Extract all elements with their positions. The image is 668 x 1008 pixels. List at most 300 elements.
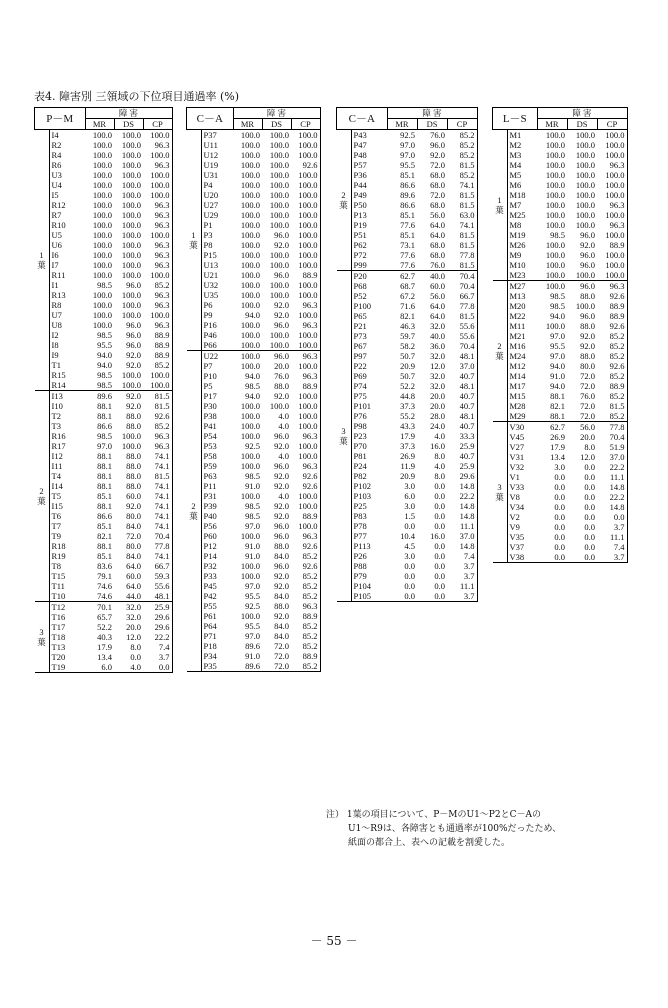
ds-value: 92.0 [580, 331, 595, 341]
table-row [493, 180, 628, 190]
ds-value: 4.0 [278, 411, 289, 421]
ds-value: 4.0 [434, 461, 445, 471]
item-code: T1 [49, 360, 85, 370]
table-row [493, 160, 628, 170]
item-code: P39 [201, 501, 233, 511]
item-code: M25 [507, 210, 537, 220]
cp-value: 14.8 [447, 511, 477, 521]
cp-value: 100.0 [291, 170, 320, 180]
mr-value: 97.0 [245, 631, 260, 641]
mr-value: 91.0 [245, 481, 260, 491]
mr-value: 3.0 [554, 462, 565, 472]
cp-value: 100.0 [143, 310, 172, 320]
table-row [337, 361, 478, 371]
item-code: P41 [201, 421, 233, 431]
cp-value: 3.7 [447, 591, 477, 602]
ds-value: 0.0 [434, 581, 445, 591]
ds-value: 100.0 [114, 380, 143, 391]
ds-value: 100.0 [567, 270, 597, 281]
mr-value: 100.0 [92, 200, 112, 210]
ds-value: 76.0 [580, 391, 595, 401]
item-code: T19 [49, 662, 85, 673]
ds-value: 100.0 [121, 260, 141, 270]
ds-value: 0.0 [434, 481, 445, 491]
mr-value: 85.1 [400, 210, 415, 220]
table-row [187, 641, 321, 651]
item-code: M8 [507, 220, 537, 230]
item-code: P17 [201, 391, 233, 401]
table-row [187, 511, 321, 521]
ds-value: 28.0 [430, 411, 445, 421]
cp-value: 96.3 [291, 531, 320, 541]
ds-value: 0.0 [584, 482, 595, 492]
mr-value: 62.7 [550, 422, 565, 432]
item-code: P74 [351, 381, 387, 391]
cp-value: 100.0 [291, 180, 320, 190]
mr-value: 100.0 [240, 250, 260, 260]
item-code: P15 [201, 250, 233, 260]
cp-value: 100.0 [597, 230, 627, 240]
cp-value: 100.0 [143, 270, 172, 280]
mr-value: 100.0 [545, 220, 565, 230]
ds-value: 96.0 [580, 250, 595, 260]
item-code: V30 [507, 422, 537, 433]
item-code: V9 [507, 522, 537, 532]
data-table [492, 107, 628, 563]
mr-value: 100.0 [545, 260, 565, 270]
ds-value: 8.0 [130, 642, 141, 652]
item-code: P54 [201, 431, 233, 441]
mr-value: 97.0 [550, 331, 565, 341]
item-code: P68 [351, 281, 387, 291]
item-code: U35 [201, 290, 233, 300]
ds-value: 16.0 [430, 531, 445, 541]
item-code: M6 [507, 180, 537, 190]
table-row [35, 632, 173, 642]
ds-value: 60.0 [430, 281, 445, 291]
ds-value: 20.0 [126, 622, 141, 632]
cp-header: CP [291, 119, 320, 130]
mr-value: 100.0 [545, 240, 565, 250]
cp-value: 100.0 [291, 391, 320, 401]
table-row [35, 652, 173, 662]
item-code: M4 [507, 160, 537, 170]
mr-value: 40.3 [97, 632, 112, 642]
ds-value: 100.0 [575, 140, 595, 150]
ds-value: 92.0 [274, 240, 289, 250]
table-row [337, 321, 478, 331]
item-code: T13 [49, 642, 85, 652]
cp-value: 96.3 [143, 140, 172, 150]
ds-value: 92.0 [274, 471, 289, 481]
mr-value: 77.6 [400, 220, 415, 230]
cp-value: 7.4 [143, 642, 172, 652]
mr-value: 100.0 [92, 300, 112, 310]
item-code: P58 [201, 451, 233, 461]
cp-value: 96.3 [143, 300, 172, 310]
table-row [337, 170, 478, 180]
ds-value: 0.0 [584, 462, 595, 472]
table-row [35, 130, 173, 141]
ds-value: 100.0 [121, 240, 141, 250]
ds-value: 88.0 [126, 421, 141, 431]
ds-value: 84.0 [126, 521, 141, 531]
mr-value: 88.1 [97, 541, 112, 551]
cp-value: 81.5 [143, 471, 172, 481]
ds-value: 92.0 [580, 240, 595, 250]
cp-value: 100.0 [597, 150, 627, 160]
cp-value: 100.0 [597, 180, 627, 190]
table-row [187, 371, 321, 381]
item-code: R15 [49, 370, 85, 380]
item-code: R18 [49, 541, 85, 551]
ds-value: 88.0 [274, 541, 289, 551]
table-row [187, 591, 321, 601]
mr-value: 26.9 [400, 451, 415, 461]
ds-value: 72.0 [430, 190, 445, 200]
footnote-line-3: 紙面の都合上、表への記載を割愛した。 [348, 838, 511, 848]
ds-value: 92.0 [274, 481, 289, 491]
mr-value: 100.0 [240, 180, 260, 190]
cp-value: 96.3 [143, 250, 172, 260]
table-row [187, 571, 321, 581]
cp-value: 25.9 [447, 461, 477, 471]
block-title: C－A [337, 108, 388, 130]
mr-value: 100.0 [240, 220, 260, 230]
disability-header: 障 害 [537, 108, 627, 119]
cp-value: 100.0 [291, 280, 320, 290]
mr-value: 100.0 [92, 190, 112, 200]
item-code: U19 [201, 160, 233, 170]
item-code: T8 [49, 561, 85, 571]
item-code: V34 [507, 502, 537, 512]
ds-header: DS [262, 119, 291, 130]
cp-value: 40.7 [447, 391, 477, 401]
mr-value: 88.1 [97, 461, 112, 471]
item-code: R12 [49, 200, 85, 210]
table-row [187, 491, 321, 501]
mr-value: 100.0 [240, 571, 260, 581]
ds-value: 92.0 [274, 300, 289, 310]
group-label: 2 葉 [35, 391, 50, 602]
table-row [35, 290, 173, 300]
item-code: M2 [507, 140, 537, 150]
item-code: U29 [201, 210, 233, 220]
ds-value: 0.0 [434, 501, 445, 511]
item-code: P31 [201, 491, 233, 501]
mr-value: 82.1 [97, 531, 112, 541]
mr-value: 100.0 [240, 300, 260, 310]
item-code: V31 [507, 452, 537, 462]
cp-value: 0.0 [597, 512, 627, 522]
cp-value: 100.0 [597, 190, 627, 200]
table-row [35, 571, 173, 581]
item-code: P45 [201, 581, 233, 591]
footnote-line-2: U1～R9は、各障害とも通過率が100%だったため、 [348, 824, 562, 834]
cp-value: 48.1 [143, 591, 172, 602]
cp-value: 29.6 [143, 612, 172, 622]
table-row [337, 531, 478, 541]
table-row [35, 170, 173, 180]
cp-value: 88.9 [291, 611, 320, 621]
table-row [337, 311, 478, 321]
item-code: P32 [201, 561, 233, 571]
mr-value: 3.0 [404, 501, 415, 511]
item-code: P51 [351, 230, 387, 240]
ds-value: 92.0 [126, 401, 141, 411]
ds-value: 100.0 [121, 190, 141, 200]
mr-value: 98.5 [550, 291, 565, 301]
table-row [337, 591, 478, 602]
mr-value: 100.0 [545, 281, 565, 291]
cp-value: 85.2 [597, 331, 627, 341]
item-code: U11 [201, 140, 233, 150]
mr-header: MR [85, 119, 114, 130]
table-row [187, 351, 321, 362]
item-code: P34 [201, 651, 233, 661]
cp-value: 85.2 [291, 591, 320, 601]
ds-value: 100.0 [269, 180, 289, 190]
item-code: P26 [351, 551, 387, 561]
ds-value: 100.0 [269, 280, 289, 290]
item-code: T7 [49, 521, 85, 531]
table-row [337, 271, 478, 282]
table-row [35, 581, 173, 591]
item-code: U22 [201, 351, 233, 362]
table-row [187, 481, 321, 491]
ds-value: 76.0 [430, 130, 445, 140]
item-code: U3 [49, 170, 85, 180]
table-row [35, 461, 173, 471]
cp-value: 81.5 [447, 240, 477, 250]
ds-value: 100.0 [121, 160, 141, 170]
mr-value: 100.0 [92, 250, 112, 260]
ds-value: 100.0 [575, 130, 595, 140]
cp-value: 14.8 [597, 502, 627, 512]
table-row [337, 511, 478, 521]
mr-value: 100.0 [92, 220, 112, 230]
cp-value: 96.3 [597, 160, 627, 170]
group-label: 3 葉 [493, 422, 508, 563]
table-row [337, 291, 478, 301]
ds-value: 96.0 [580, 281, 595, 291]
ds-value: 96.0 [274, 531, 289, 541]
item-code: P76 [351, 411, 387, 421]
item-code: P83 [351, 511, 387, 521]
table-row [187, 220, 321, 230]
ds-value: 32.0 [430, 371, 445, 381]
item-code: U32 [201, 280, 233, 290]
cp-value: 100.0 [291, 411, 320, 421]
cp-value: 22.2 [143, 632, 172, 642]
cp-value: 77.8 [447, 301, 477, 311]
item-code: U7 [49, 310, 85, 320]
table-row [493, 220, 628, 230]
item-code: P9 [201, 310, 233, 320]
cp-value: 11.1 [597, 532, 627, 542]
mr-value: 20.9 [400, 471, 415, 481]
mr-value: 88.1 [97, 501, 112, 511]
cp-value: 74.1 [447, 220, 477, 230]
item-code: I10 [49, 401, 85, 411]
item-code: P73 [351, 331, 387, 341]
ds-value: 8.0 [434, 471, 445, 481]
cp-value: 96.3 [597, 220, 627, 230]
item-code: P24 [351, 461, 387, 471]
item-code: R17 [49, 441, 85, 451]
mr-value: 55.2 [400, 411, 415, 421]
table-row [35, 210, 173, 220]
mr-value: 100.0 [240, 260, 260, 270]
item-code: V1 [507, 472, 537, 482]
mr-value: 77.6 [400, 250, 415, 260]
item-code: M20 [507, 301, 537, 311]
ds-value: 72.0 [430, 160, 445, 170]
table-row [35, 471, 173, 481]
ds-value: 100.0 [121, 170, 141, 180]
item-code: P50 [351, 200, 387, 210]
mr-value: 71.6 [400, 301, 415, 311]
item-code: P103 [351, 491, 387, 501]
cp-value: 96.3 [291, 300, 320, 310]
cp-value: 92.6 [143, 411, 172, 421]
mr-value: 100.0 [233, 340, 262, 351]
cp-value: 40.7 [447, 401, 477, 411]
table-row [187, 230, 321, 240]
cp-value: 92.6 [291, 541, 320, 551]
table-block-3 [336, 107, 478, 602]
item-code: T16 [49, 612, 85, 622]
item-code: P79 [351, 571, 387, 581]
cp-value: 70.4 [143, 531, 172, 541]
ds-value: 100.0 [575, 220, 595, 230]
cp-value: 51.9 [597, 442, 627, 452]
item-code: P61 [201, 611, 233, 621]
item-code: U31 [201, 170, 233, 180]
cp-value: 3.7 [597, 552, 627, 563]
mr-value: 100.0 [240, 561, 260, 571]
mr-value: 89.6 [245, 641, 260, 651]
mr-value: 94.0 [550, 361, 565, 371]
table-row [493, 442, 628, 452]
ds-value: 32.0 [430, 351, 445, 361]
cp-value: 85.2 [447, 150, 477, 160]
item-code: M26 [507, 240, 537, 250]
ds-value: 32.0 [430, 321, 445, 331]
table-row [187, 320, 321, 330]
ds-value: 0.0 [584, 532, 595, 542]
table-row [493, 482, 628, 492]
cp-value: 88.9 [597, 301, 627, 311]
table-row [35, 350, 173, 360]
mr-value: 95.5 [97, 340, 112, 350]
table-row [35, 370, 173, 380]
mr-value: 98.5 [550, 301, 565, 311]
table-row [493, 270, 628, 281]
ds-value: 32.0 [430, 381, 445, 391]
table-row [187, 310, 321, 320]
cp-value: 100.0 [291, 310, 320, 320]
mr-value: 100.0 [240, 421, 260, 431]
mr-value: 88.1 [97, 451, 112, 461]
mr-value: 70.1 [97, 602, 112, 612]
ds-value: 68.0 [430, 180, 445, 190]
ds-value: 0.0 [434, 541, 445, 551]
cp-value: 100.0 [291, 290, 320, 300]
mr-value: 98.5 [97, 370, 112, 380]
ds-value: 68.0 [430, 240, 445, 250]
mr-value: 100.0 [240, 230, 260, 240]
item-code: P67 [351, 341, 387, 351]
disability-header: 障 害 [233, 108, 320, 119]
cp-value: 85.2 [597, 391, 627, 401]
cp-value: 85.2 [597, 351, 627, 361]
cp-value: 100.0 [291, 200, 320, 210]
cp-value: 100.0 [291, 491, 320, 501]
cp-value: 81.5 [447, 160, 477, 170]
cp-value: 100.0 [291, 260, 320, 270]
mr-value: 3.0 [404, 551, 415, 561]
mr-value: 91.0 [245, 541, 260, 551]
cp-value: 22.2 [447, 491, 477, 501]
ds-value: 0.0 [584, 542, 595, 552]
ds-value: 96.0 [274, 320, 289, 330]
mr-value: 100.0 [240, 330, 260, 340]
cp-value: 74.1 [143, 491, 172, 501]
cp-value: 22.2 [597, 492, 627, 502]
table-row [493, 331, 628, 341]
item-code: P82 [351, 471, 387, 481]
item-code: V8 [507, 492, 537, 502]
item-code: U12 [201, 150, 233, 160]
table-row [493, 150, 628, 160]
table-row [187, 661, 321, 672]
ds-value: 100.0 [269, 220, 289, 230]
cp-value: 70.4 [597, 432, 627, 442]
block-title: C－A [187, 108, 234, 130]
item-code: P40 [201, 511, 233, 521]
cp-value: 96.3 [291, 461, 320, 471]
mr-value: 85.1 [97, 491, 112, 501]
table-row [35, 662, 173, 673]
cp-value: 77.8 [143, 541, 172, 551]
table-row [493, 291, 628, 301]
ds-value: 4.0 [278, 421, 289, 431]
table-row [35, 531, 173, 541]
cp-value: 63.0 [447, 210, 477, 220]
cp-value: 96.3 [143, 320, 172, 330]
mr-value: 94.0 [550, 381, 565, 391]
table-row [35, 642, 173, 652]
table-row [35, 501, 173, 511]
cp-value: 92.6 [597, 361, 627, 371]
item-code: R11 [49, 270, 85, 280]
item-code: P47 [351, 140, 387, 150]
mr-value: 94.0 [245, 371, 260, 381]
item-code: I12 [49, 451, 85, 461]
table-row [35, 421, 173, 431]
item-code: T10 [49, 591, 85, 602]
group-label: 2 葉 [187, 351, 202, 672]
cp-value: 96.3 [291, 601, 320, 611]
ds-value: 88.0 [126, 411, 141, 421]
item-code: P4 [201, 180, 233, 190]
ds-value: 100.0 [575, 200, 595, 210]
mr-value: 100.0 [92, 210, 112, 220]
table-row [337, 401, 478, 411]
mr-value: 100.0 [545, 130, 565, 140]
cp-value: 29.6 [447, 471, 477, 481]
